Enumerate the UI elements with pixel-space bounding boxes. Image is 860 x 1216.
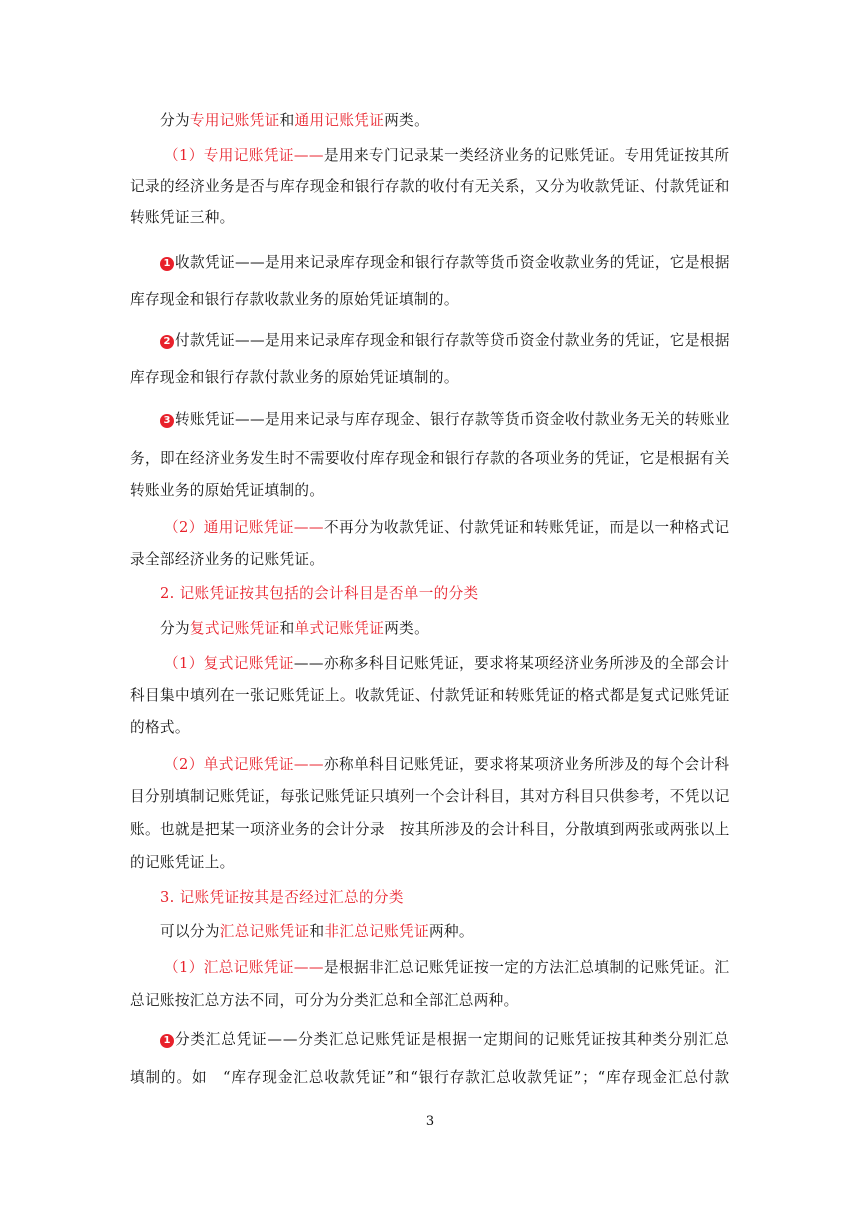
highlight-text: （1）汇总记账凭证—— (164, 959, 324, 976)
body-text: 和 (279, 112, 295, 129)
body-text: 不再分为收款凭证、付款凭证和转账凭证，而是以一种格式记 (323, 519, 730, 536)
body-text: 务，即在经济业务发生时不需要收付库存现金和银行存款的各项业务的凭证，它是根据有关 (130, 450, 730, 467)
body-text: 目分别填制记账凭证，每张记账凭证只填列一个会计科目，其对方科目只供参考，不凭以记 (130, 788, 730, 805)
body-text: 分为 (160, 112, 190, 129)
body-text: 账。也就是把某一项济业务的会计分录 按其所涉及的会计科目，分散填到两张或两张以上 (130, 821, 730, 838)
body-text: 记录的经济业务是否与库存现金和银行存款的收付有无关系，又分为收款凭证、付款凭证和 (130, 178, 730, 195)
page-number: 3 (425, 1114, 435, 1129)
text-line (130, 991, 519, 1011)
body-text: 的格式。 (130, 719, 190, 736)
text-line (130, 290, 459, 310)
text-line (164, 958, 730, 978)
text-line (130, 787, 730, 807)
highlight-text: 3. 记账凭证按其是否经过汇总的分类 (160, 889, 404, 906)
text-line (160, 111, 429, 131)
text-line (130, 550, 324, 570)
body-text: 转账凭证三种。 (130, 209, 235, 226)
highlight-text: 复式记账凭证 (189, 620, 280, 637)
text-line (160, 253, 730, 273)
highlight-text: （2）通用记账凭证—— (164, 519, 324, 536)
text-line (164, 755, 730, 775)
body-text: 是根据非汇总记账凭证按一定的方法汇总填制的记账凭证。汇 (323, 959, 730, 976)
highlight-text: 非汇总记账凭证 (324, 923, 430, 940)
highlight-text: （2）单式记账凭证—— (164, 756, 324, 773)
numbered-bullet-icon: 1 (160, 1034, 174, 1048)
numbered-bullet-icon: 1 (160, 257, 174, 271)
body-text: 分为 (160, 620, 190, 637)
text-line (130, 853, 235, 873)
text-line (160, 888, 404, 908)
highlight-text: （1）复式记账凭证 (164, 655, 294, 672)
body-text: 科目集中填列在一张记账凭证上。收款凭证、付款凭证和转账凭证的格式都是复式记账凭证 (130, 687, 730, 704)
highlight-text: 2. 记账凭证按其包括的会计科目是否单一的分类 (160, 585, 479, 602)
body-text: 和 (279, 620, 295, 637)
body-text: 两类。 (384, 620, 430, 637)
text-line (160, 1030, 730, 1050)
text-line (130, 1068, 730, 1088)
text-line (130, 718, 190, 738)
body-text: 收款凭证——是用来记录库存现金和银行存款等货币资金收款业务的凭证，它是根据 (175, 254, 730, 271)
text-line (160, 331, 730, 351)
body-text: 的记账凭证上。 (130, 854, 235, 871)
body-text: 可以分为 (160, 923, 220, 940)
body-text: 亦称单科目记账凭证，要求将某项济业务所涉及的每个会计科 (323, 756, 730, 773)
text-line (130, 820, 730, 840)
body-text: ——亦称多科目记账凭证，要求将某项经济业务所涉及的全部会计 (293, 655, 730, 672)
text-line (164, 654, 730, 674)
text-line (160, 619, 429, 639)
text-line (164, 146, 730, 166)
highlight-text: 专用记账凭证 (189, 112, 280, 129)
body-text: 总记账按汇总方法不同，可分为分类汇总和全部汇总两种。 (130, 992, 519, 1009)
highlight-text: 通用记账凭证 (294, 112, 385, 129)
numbered-bullet-icon: 2 (160, 335, 174, 349)
text-line (130, 368, 459, 388)
text-line (130, 686, 730, 706)
text-line (130, 449, 730, 469)
body-text: 录全部经济业务的记账凭证。 (130, 551, 325, 568)
body-text: 两类。 (384, 112, 430, 129)
text-line (130, 177, 730, 197)
body-text: 填制的。如 “库存现金汇总收款凭证”和“银行存款汇总收款凭证”；“库存现金汇总付款 (130, 1069, 731, 1086)
body-text: 和 (309, 923, 325, 940)
text-line (130, 208, 235, 228)
highlight-text: 汇总记账凭证 (219, 923, 310, 940)
body-text: 分类汇总凭证——分类汇总记账凭证是根据一定期间的记账凭证按其种类分别汇总 (175, 1031, 730, 1048)
text-line (160, 922, 474, 942)
body-text: 付款凭证——是用来记录库存现金和银行存款等贷币资金付款业务的凭证，它是根据 (175, 332, 730, 349)
body-text: 库存现金和银行存款付款业务的原始凭证填制的。 (130, 369, 459, 386)
body-text: 转账业务的原始凭证填制的。 (130, 482, 325, 499)
body-text: 库存现金和银行存款收款业务的原始凭证填制的。 (130, 291, 459, 308)
text-line (164, 518, 730, 538)
highlight-text: （1）专用记账凭证—— (164, 147, 324, 164)
highlight-text: 单式记账凭证 (294, 620, 385, 637)
body-text: 转账凭证——是用来记录与库存现金、银行存款等货币资金收付款业务无关的转账业 (175, 411, 730, 428)
text-line (160, 410, 730, 430)
body-text: 两种。 (429, 923, 474, 940)
text-line (160, 584, 479, 604)
body-text: 是用来专门记录某一类经济业务的记账凭证。专用凭证按其所 (323, 147, 730, 164)
text-line (130, 481, 324, 501)
numbered-bullet-icon: 3 (160, 414, 174, 428)
